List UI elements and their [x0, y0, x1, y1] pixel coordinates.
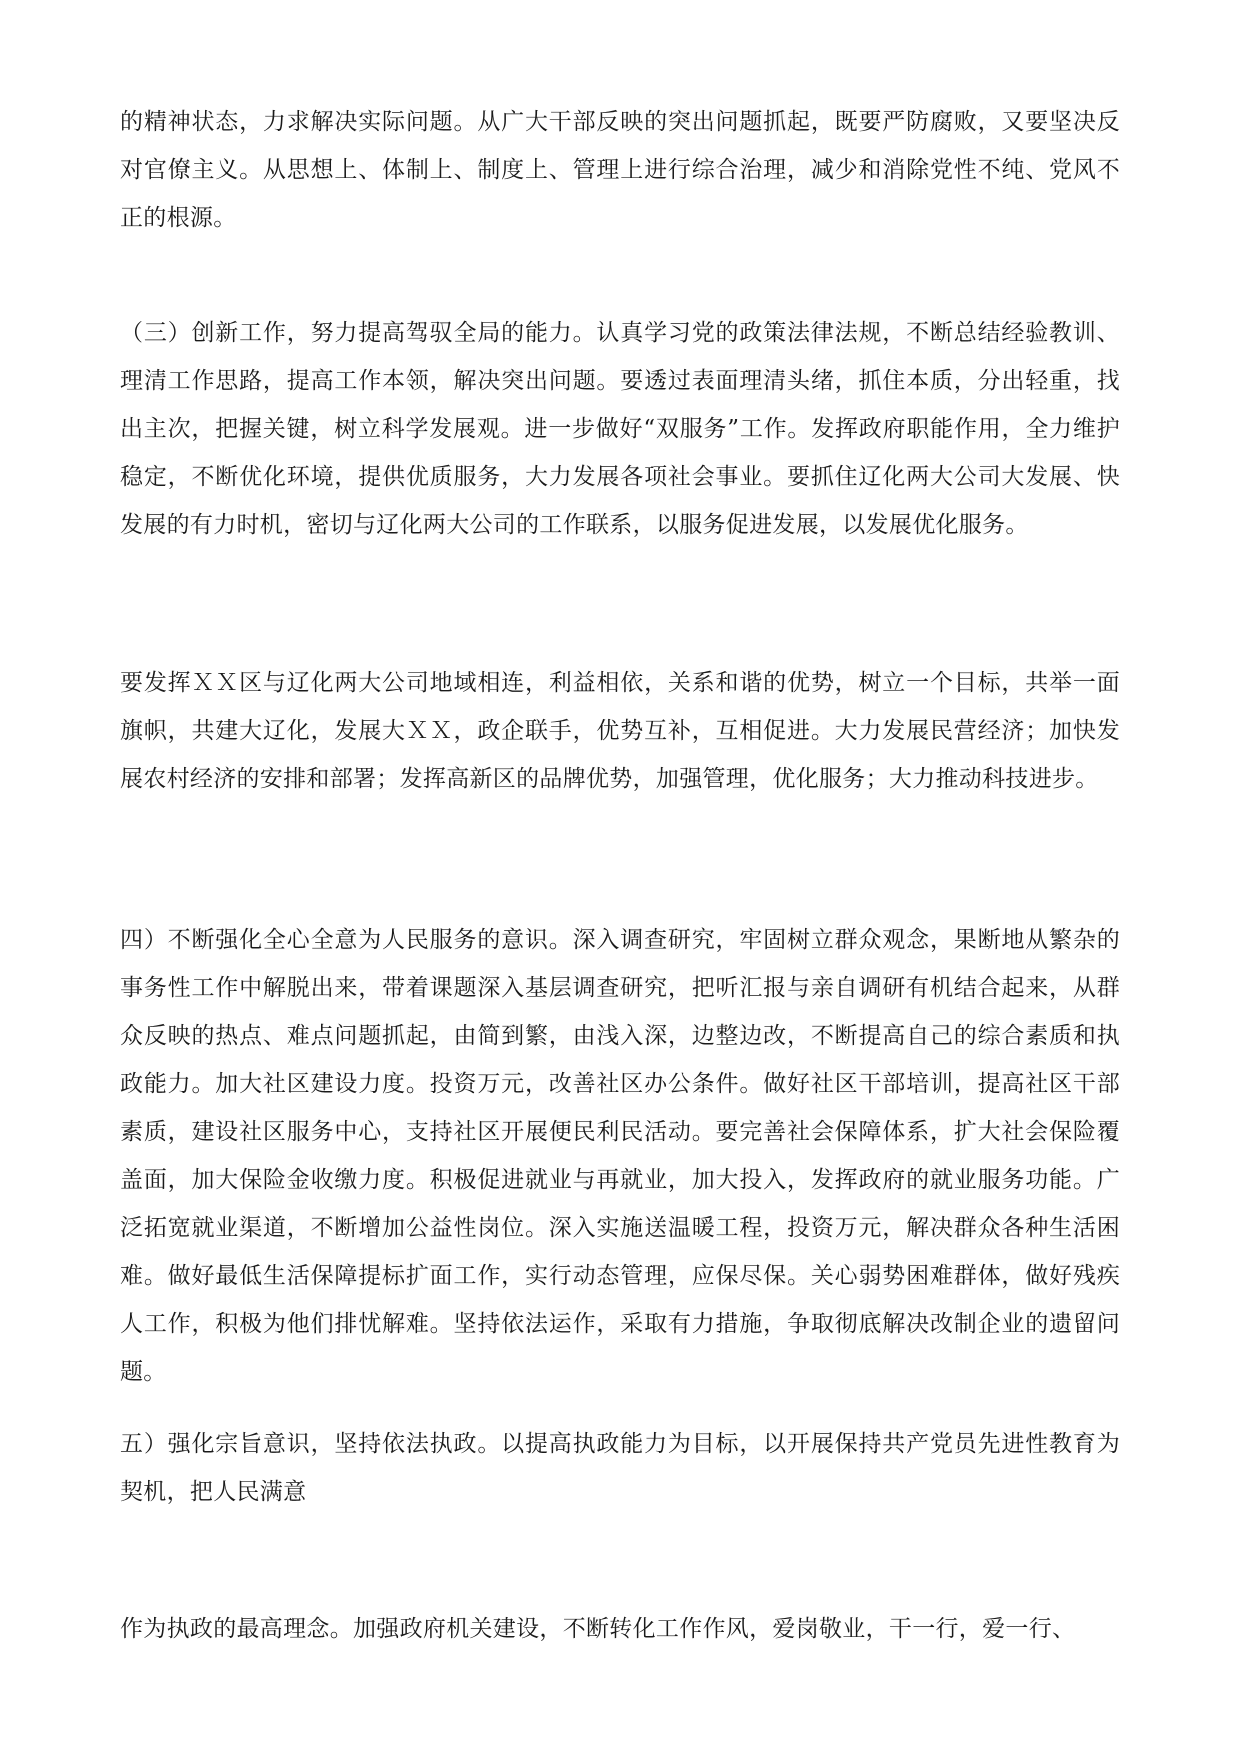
paragraph-district-advantage: 要发挥ＸＸ区与辽化两大公司地域相连，利益相依，关系和谐的优势，树立一个目标，共举一面旗帜，共建大辽化，发展大ＸＸ，政企联手，优势互补，互相促进。大力发展民营经济；加快发展农村经济的安排和部署；发挥高新区的品牌优势，加强管理，优化服务；大力推动科技进步。 — [120, 670, 1120, 792]
paragraph-section-four: 四）不断强化全心全意为人民服务的意识。深入调查研究，牢固树立群众观念，果断地从繁杂的事务性工作中解脱出来，带着课题深入基层调查研究，把听汇报与亲自调研有机结合起来，从群众反映的热点、难点问题抓起，由简到繁，由浅入深，边整边改，不断提高自己的综合素质和执政能力。加大社区建设力度。投资万元，改善社区办公条件。做好社区干部培训，提高社区干部素质，建设社区服务中心，支持社区开展便民利民活动。要完善社会保障体系，扩大社会保险覆盖面，加大保险金收缴力度。积极促进就业与再就业，加大投入，发挥政府的就业服务功能。广泛拓宽就业渠道，不断增加公益性岗位。深入实施送温暖工程，投资万元，解决群众各种生活困难。做好最低生活保障提标扩面工作，实行动态管理，应保尽保。关心弱势困难群体，做好残疾人工作，积极为他们排忧解难。坚持依法运作，采取有力措施，争取彻底解决改制企业的遗留问题。 — [120, 927, 1120, 1385]
paragraph-spirit-state: 的精神状态，力求解决实际问题。从广大干部反映的突出问题抓起，既要严防腐败，又要坚决反对官僚主义。从思想上、体制上、制度上、管理上进行综合治理，减少和消除党性不纯、党风不正的根源。 — [120, 109, 1120, 231]
paragraph-governing-philosophy: 作为执政的最高理念。加强政府机关建设，不断转化工作作风，爱岗敬业，干一行，爱一行、 — [120, 1616, 1076, 1642]
paragraph-section-three: （三）创新工作，努力提高驾驭全局的能力。认真学习党的政策法律法规，不断总结经验教训、理清工作思路，提高工作本领，解决突出问题。要透过表面理清头绪，抓住本质，分出轻重，找出主次，把握关键，树立科学发展观。进一步做好“双服务”工作。发挥政府职能作用，全力维护稳定，不断优化环境，提供优质服务，大力发展各项社会事业。要抓住辽化两大公司大发展、快发展的有力时机，密切与辽化两大公司的工作联系，以服务促进发展，以发展优化服务。 — [120, 320, 1120, 538]
paragraph-section-five: 五）强化宗旨意识，坚持依法执政。以提高执政能力为目标，以开展保持共产党员先进性教育为契机，把人民满意 — [120, 1431, 1120, 1505]
